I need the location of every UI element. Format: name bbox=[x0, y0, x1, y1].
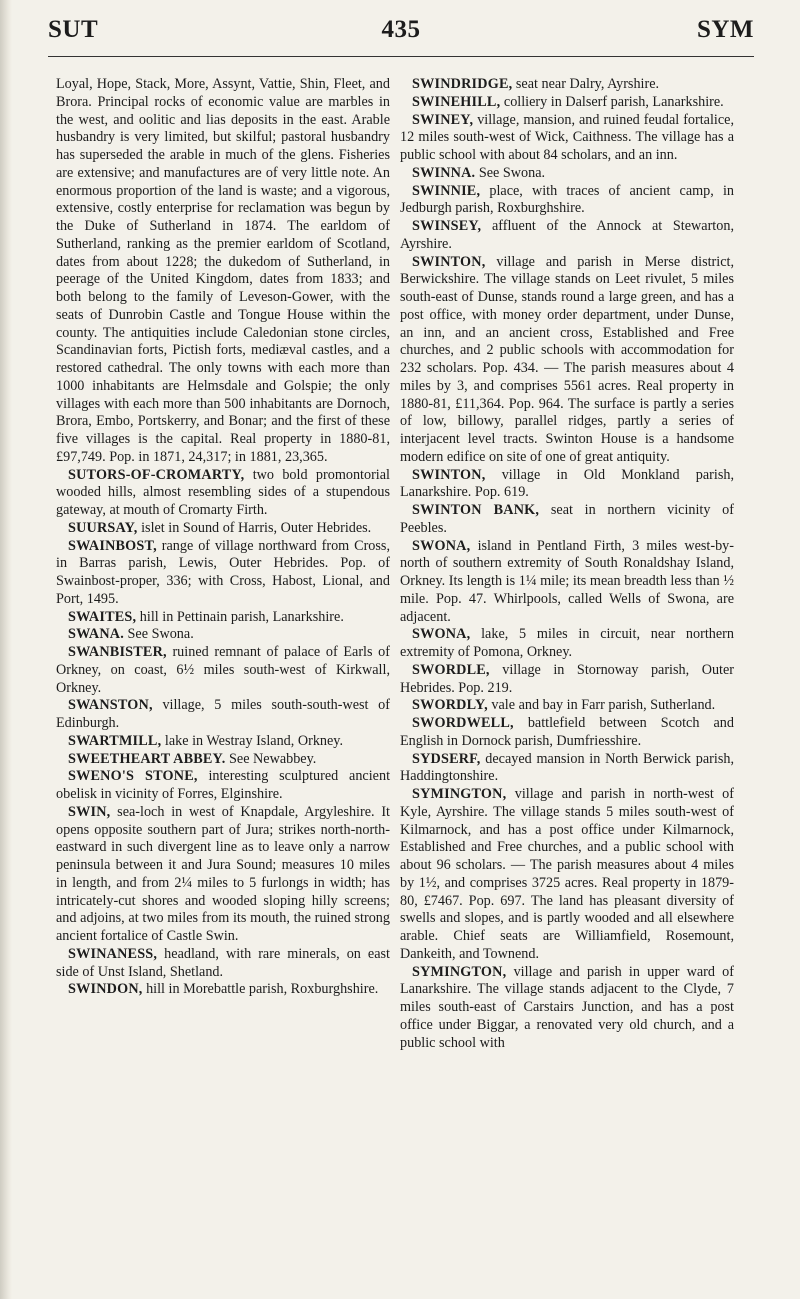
entry-text: village and parish in Merse district, Berwickshire. The village stands on Leet rivulet, 5 miles south-east of Dunse, stands round a large green, and has a post office, with money order department, under Dunse, an inn, and an ancient cross, Established and Free churches, and 2 public schools with accommodation for 232 scholars. Pop. 434. — The parish measures about 4 miles by 3, and comprises 5561 acres. Real property in 1880-81, £11,364. Pop. 964. The surface is partly a series of low, billowy, parallel ridges, partly a series of interjacent level tracts. Swinton House is a handsome modern edifice on site of one of great antiquity. bbox=[400, 253, 734, 465]
entry-headword: SWINTON, bbox=[412, 253, 486, 270]
gazetteer-entry bbox=[56, 644, 390, 697]
gazetteer-entry bbox=[56, 697, 390, 733]
gazetteer-entry bbox=[56, 751, 390, 769]
gazetteer-entry bbox=[400, 502, 734, 538]
entry-headword: SWINEY, bbox=[412, 111, 474, 128]
entry-text: interesting sculptured ancient obelisk in vicinity of Forres, Elginshire. bbox=[56, 768, 391, 802]
entry-headword: SUURSAY, bbox=[68, 519, 138, 536]
entry-headword: SUTORS-OF-CROMARTY, bbox=[68, 466, 245, 483]
entry-text: headland, with rare minerals, on east side of Unst Island, Shetland. bbox=[56, 945, 390, 980]
gazetteer-entry bbox=[400, 538, 734, 627]
gazetteer-entry bbox=[400, 183, 734, 219]
entry-text: affluent of the Annock at Stewarton, Ayrshire. bbox=[400, 218, 734, 252]
gazetteer-entry bbox=[400, 626, 734, 662]
gazetteer-entry bbox=[56, 981, 390, 999]
gazetteer-entry bbox=[56, 76, 390, 467]
entry-headword: SWONA, bbox=[412, 537, 471, 554]
entry-headword: SWANA. bbox=[68, 626, 124, 643]
entry-headword: SYMINGTON, bbox=[412, 786, 507, 802]
entry-headword: SWINDON, bbox=[68, 981, 143, 998]
entry-headword: SWONA, bbox=[412, 626, 471, 643]
gazetteer-entry bbox=[400, 218, 734, 254]
entry-text: village and parish in north-west of Kyle, Ayrshire. The village stands 5 miles south-west of Kilmarnock, and has a post office under Kilmarnock, Established and Free churches, and a public school with about 96 scholars. — The parish measures about 4 miles by 1½, and comprises 3725 acres. Real property in 1879-80, £7467. Pop. 697. The land has pleasant diversity of swells and slopes, and is partly wooded and all elsewhere arable. Chief seats are Williamfield, Rosemount, Dankeith, and Townend. bbox=[400, 786, 734, 962]
gazetteer-entry bbox=[56, 609, 390, 627]
right-column bbox=[400, 76, 734, 1052]
entry-headword: SYMINGTON, bbox=[412, 963, 507, 980]
running-header bbox=[48, 16, 754, 54]
entry-text: See Swona. bbox=[475, 164, 546, 181]
gazetteer-entry bbox=[56, 467, 390, 520]
entry-headword: SWANBISTER, bbox=[68, 644, 167, 660]
gazetteer-entry bbox=[400, 467, 734, 503]
page-binding-shadow bbox=[0, 0, 12, 1299]
left-column bbox=[56, 76, 390, 999]
gazetteer-entry bbox=[400, 697, 734, 715]
entry-headword: SWINNA. bbox=[412, 164, 476, 181]
entry-text: See Newabbey. bbox=[225, 750, 317, 767]
gazetteer-entry bbox=[56, 804, 390, 946]
entry-headword: SWAITES, bbox=[68, 608, 137, 625]
entry-text: ruined remnant of palace of Earls of Orkney, on coast, 6½ miles south-west of Kirkwall, Orkney. bbox=[56, 644, 390, 696]
entry-text: seat in northern vicinity of Peebles. bbox=[400, 502, 734, 536]
gazetteer-entry bbox=[56, 768, 390, 804]
entry-text: sea-loch in west of Knapdale, Argyleshire. It opens opposite southern part of Jura; strikes north-north-eastward in such divergent line as to leave only a narrow peninsula between it and Jura Sound; measures 10 miles in length, and from 2¼ miles to 5 furlongs in width; has intricately-cut shores and wooded sloping hilly screens; and adjoins, at two miles from its mouth, the ruined strong ancient fortalice of Castle Swin. bbox=[56, 803, 390, 944]
header-right-guideword: SYM bbox=[696, 16, 754, 43]
entry-headword: SWEETHEART ABBEY. bbox=[68, 750, 226, 767]
gazetteer-entry bbox=[400, 964, 734, 1053]
entry-text: lake, 5 miles in circuit, near northern extremity of Pomona, Orkney. bbox=[400, 626, 734, 660]
entry-text: seat near Dalry, Ayrshire. bbox=[512, 76, 660, 92]
entry-headword: SWORDLY, bbox=[412, 697, 488, 714]
entry-text: island in Pentland Firth, 3 miles west-by-north of southern extremity of South Ronaldshay Island, Orkney. Its length is 1¼ mile; its mean breadth less than ½ mile. Pop. 47. Whirlpools, called Wells of Swona, are adjacent. bbox=[400, 537, 734, 625]
entry-text: village in Stornoway parish, Outer Hebrides. Pop. 219. bbox=[400, 661, 734, 696]
entry-text: lake in Westray Island, Orkney. bbox=[161, 732, 344, 749]
entry-headword: SWIN, bbox=[68, 803, 111, 820]
header-rule bbox=[48, 56, 754, 57]
entry-headword: SWINTON, bbox=[412, 466, 486, 483]
gazetteer-entry bbox=[56, 626, 390, 644]
gazetteer-entry bbox=[400, 786, 734, 964]
entry-text: village, mansion, and ruined feudal fortalice, 12 miles south-west of Wick, Caithness. The village has a public school with about 84 scholars, and an inn. bbox=[400, 111, 734, 163]
entry-text: place, with traces of ancient camp, in Jedburgh parish, Roxburghshire. bbox=[400, 182, 734, 217]
entry-headword: SWORDLE, bbox=[412, 661, 490, 678]
entry-text: See Swona. bbox=[124, 626, 194, 643]
gazetteer-entry bbox=[56, 946, 390, 982]
entry-text: range of village northward from Cross, in Barras parish, Lewis, Outer Hebrides. Pop. of Swainbost-proper, 336; with Cross, Habost, Lional, and Port, 1495. bbox=[56, 537, 390, 607]
entry-text: hill in Pettinain parish, Lanarkshire. bbox=[136, 608, 344, 625]
gazetteer-entry bbox=[400, 76, 734, 94]
gazetteer-entry bbox=[400, 715, 734, 751]
entry-headword: SWANSTON, bbox=[68, 697, 153, 714]
gazetteer-entry bbox=[56, 733, 390, 751]
entry-headword: SWINANESS, bbox=[68, 945, 158, 962]
gazetteer-entry bbox=[56, 538, 390, 609]
entry-headword: SYDSERF, bbox=[412, 750, 481, 767]
entry-text: village in Old Monkland parish, Lanarkshire. Pop. 619. bbox=[400, 466, 734, 501]
entry-text: two bold promontorial wooded hills, almost resembling sides of a stupendous gateway, at mouth of Cromarty Firth. bbox=[56, 466, 390, 518]
gazetteer-entry bbox=[400, 165, 734, 183]
entry-headword: SWINTON BANK, bbox=[412, 502, 540, 518]
entry-text: village and parish in upper ward of Lanarkshire. The village stands adjacent to the Clyde, 7 miles south-east of Carstairs Junction, and has a post office under Biggar, a renovated very old church, and a public school with bbox=[400, 963, 734, 1051]
entry-headword: SWINNIE, bbox=[412, 182, 481, 199]
entry-headword: SWINEHILL, bbox=[412, 93, 501, 110]
header-left-guideword: SUT bbox=[48, 16, 99, 43]
entry-headword: SWINSEY, bbox=[412, 218, 482, 234]
gazetteer-entry bbox=[400, 662, 734, 698]
entry-headword: SWORDWELL, bbox=[412, 715, 514, 731]
entry-text: Loyal, Hope, Stack, More, Assynt, Vattie, Shin, Fleet, and Brora. Principal rocks of economic value are marbles in the west, and oolitic and lias deposits in the east. Arable husbandry is very limited, but skilful; pastoral husbandry has superseded the arable in much of the glens. Fisheries are extensive; and manufactures are of very little note. An enormous proportion of the land is waste; and a vigorous, extensive, costly enterprise for reclamation was begun by the Duke of Sutherland in 1874. The earldom of Sutherland, ranking as the premier earldom of Scotland, dates from about 1228; the dukedom of Sutherland, in peerage of the United Kingdom, dates from 1833; and both belong to the family of Leveson-Gower, with the seats of Dunrobin Castle and Tongue House within the county. The antiquities include Caledonian stone circles, Scandinavian forts, Pictish forts, mediæval castles, and a restored cathedral. The only towns with each more than 1000 inhabitants are Helmsdale and Golspie; the only villages with each more than 500 inhabitants are Dornoch, Brora, Embo, Portskerry, and Bonar; and the first of these five villages is the capital. Real property in 1880-81, £97,749. Pop. in 1871, 24,317; in 1881, 23,365. bbox=[56, 76, 390, 465]
entry-text: vale and bay in Farr parish, Sutherland. bbox=[487, 697, 716, 714]
gazetteer-entry bbox=[56, 520, 390, 538]
entry-text: decayed mansion in North Berwick parish, Haddingtonshire. bbox=[400, 750, 734, 785]
gazetteer-entry bbox=[400, 254, 734, 467]
entry-headword: SWARTMILL, bbox=[68, 732, 162, 749]
entry-headword: SWAINBOST, bbox=[68, 537, 157, 554]
entry-text: battlefield between Scotch and English in Dornock parish, Dumfriesshire. bbox=[400, 715, 734, 749]
entry-headword: SWINDRIDGE, bbox=[412, 76, 513, 92]
gazetteer-entry bbox=[400, 94, 734, 112]
entry-text: hill in Morebattle parish, Roxburghshire. bbox=[142, 981, 379, 998]
entry-text: islet in Sound of Harris, Outer Hebrides. bbox=[137, 519, 372, 536]
entry-headword: SWENO'S STONE, bbox=[68, 768, 198, 785]
gazetteer-entry bbox=[400, 112, 734, 165]
gazetteer-entry bbox=[400, 751, 734, 787]
entry-text: village, 5 miles south-south-west of Edinburgh. bbox=[56, 697, 390, 731]
entry-text: colliery in Dalserf parish, Lanarkshire. bbox=[500, 93, 724, 110]
page-number: 435 bbox=[381, 16, 421, 43]
